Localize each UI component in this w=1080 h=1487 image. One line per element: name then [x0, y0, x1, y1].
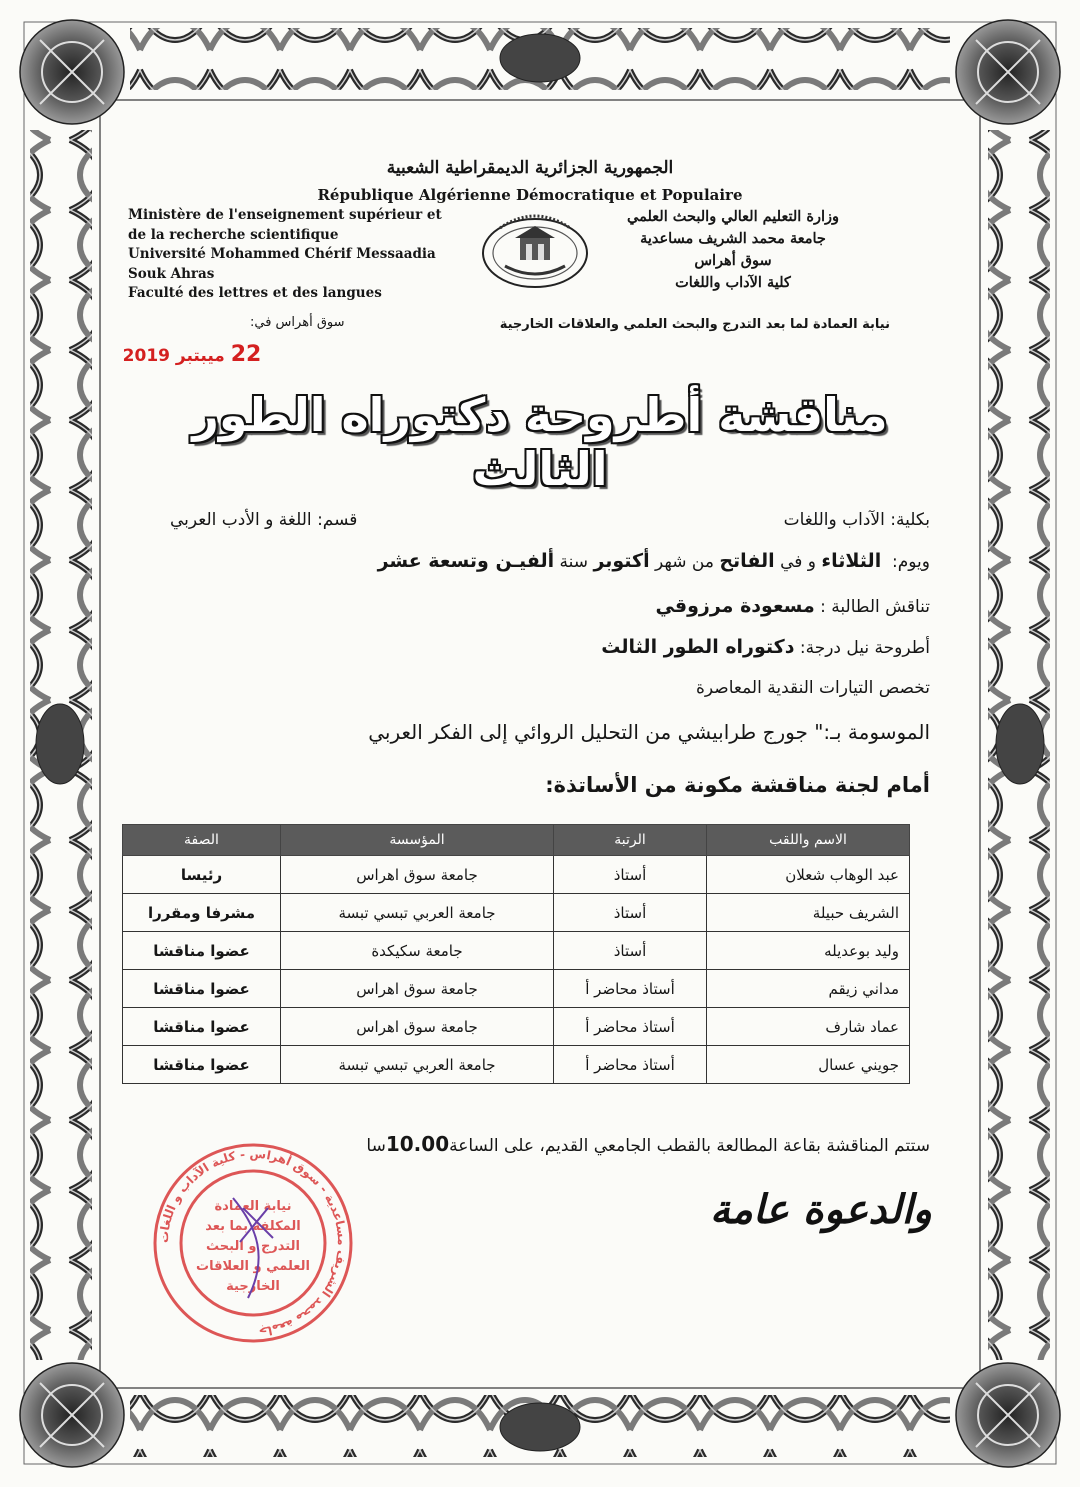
day-and: و في: [780, 552, 816, 572]
member-institution: جامعة العربي تبسي تبسة: [281, 1046, 554, 1084]
member-name: جويني عسال: [707, 1046, 910, 1084]
member-rank: أستاذ: [554, 856, 707, 894]
month-value: أكتوبر: [593, 550, 650, 572]
faculty-value: الآداب واللغات: [783, 510, 885, 530]
republic-french: République Algérienne Démocratique et Populaire: [317, 186, 743, 204]
thesis-title-line: [368, 720, 930, 744]
month-prefix: من شهر: [655, 552, 714, 572]
student-name: مسعودة مرزوقي: [655, 595, 815, 617]
member-name: الشريف حبيلة: [707, 894, 910, 932]
member-rank: أستاذ: [554, 894, 707, 932]
year-prefix: سنة: [559, 552, 589, 572]
department-label: قسم:: [317, 510, 358, 530]
day-label: ويوم:: [892, 552, 930, 572]
page-title: مناقشة أطروحة دكتوراه الطور الثالث: [192, 388, 888, 496]
stamp-center-line: نيابة العمادة: [214, 1199, 292, 1214]
member-rank: أستاذ: [554, 932, 707, 970]
table-row: [123, 894, 910, 932]
city-line: Souk Ahras: [128, 265, 215, 282]
member-role: مشرفا ومقررا: [123, 894, 281, 932]
university-line-ar: جامعة محمد الشريف مساعدية: [640, 230, 826, 247]
member-role: رئيسا: [123, 856, 281, 894]
department-value: اللغة و الأدب العربي: [170, 510, 312, 530]
year-value: ألفيـن وتسعة عشر: [377, 550, 555, 572]
faculty-label: بكلية:: [890, 510, 930, 530]
column-header-rank: الرتبة: [554, 825, 707, 856]
date-month: ميبتبر: [175, 346, 225, 366]
official-stamp-icon: [148, 1138, 358, 1348]
faculty-line-ar: كلية الآداب واللغات: [675, 274, 791, 291]
date-sentence: [378, 550, 930, 572]
ministry-line-1: Ministère de l'enseignement supérieur et: [128, 207, 442, 223]
table-row: [123, 1008, 910, 1046]
header-french-block: [128, 206, 473, 304]
member-rank: أستاذ محاضر أ: [554, 970, 707, 1008]
committee-intro: أمام لجنة مناقشة مكونة من الأساتذة:: [545, 773, 930, 797]
member-institution: جامعة العربي تبسي تبسة: [281, 894, 554, 932]
table-row: [123, 856, 910, 894]
member-role: عضوا مناقشا: [123, 932, 281, 970]
date-year: 2019: [122, 346, 170, 366]
student-line: [655, 595, 930, 617]
specialization-line: تخصص التيارات النقدية المعاصرة: [696, 678, 930, 698]
stamp-center-line: الخارجية: [226, 1279, 280, 1294]
venue-line: [366, 1132, 930, 1156]
venue-time: 10.00: [385, 1132, 450, 1156]
ministry-line-ar: وزارة التعليم العالي والبحث العلمي: [627, 208, 839, 225]
header-arabic-block: [598, 206, 868, 294]
table-row: [123, 970, 910, 1008]
table-row: [123, 1046, 910, 1084]
member-rank: أستاذ محاضر أ: [554, 1046, 707, 1084]
column-header-role: الصفة: [123, 825, 281, 856]
titled-label: الموسومة بـ:": [814, 720, 930, 744]
member-rank: أستاذ محاضر أ: [554, 1008, 707, 1046]
stamp-center-line: التدرج و البحث: [206, 1239, 300, 1254]
degree-line: [601, 636, 930, 658]
committee-table: [122, 824, 910, 1084]
republic-arabic: الجمهورية الجزائرية الديمقراطية الشعبية: [386, 158, 674, 178]
member-role: عضوا مناقشا: [123, 970, 281, 1008]
column-header-institution: المؤسسة: [281, 825, 554, 856]
closing-line: والدعوة عامة: [710, 1186, 932, 1233]
day-date: الفاتح: [719, 550, 775, 572]
stamp-center-line: العلمي و العلاقات: [196, 1259, 310, 1274]
department-line: [170, 510, 357, 530]
member-institution: جامعة سوق اهراس: [281, 1008, 554, 1046]
thesis-title: جورج طرابيشي من التحليل الروائي إلى الفكر العربي: [368, 720, 808, 744]
date-day: 22: [230, 342, 262, 367]
faculty-line: Faculté des lettres et des langues: [128, 285, 382, 301]
table-header-row: [123, 825, 910, 856]
date-stamp: [112, 342, 272, 367]
member-role: عضوا مناقشا: [123, 1046, 281, 1084]
day-value: الثلاثاء: [821, 550, 882, 572]
university-line: Université Mohammed Chérif Messaadia: [128, 246, 436, 262]
venue-text: ستتم المناقشة بقاعة المطالعة بالقطب الجامعي القديم، على الساعة: [449, 1136, 930, 1156]
member-institution: جامعة سكيكدة: [281, 932, 554, 970]
university-logo-icon: [480, 208, 590, 290]
member-institution: جامعة سوق اهراس: [281, 856, 554, 894]
table-row: [123, 932, 910, 970]
degree-label: أطروحة نيل درجة:: [799, 638, 930, 658]
member-institution: جامعة سوق اهراس: [281, 970, 554, 1008]
member-name: وليد بوعديله: [707, 932, 910, 970]
date-label: سوق أهراس في:: [250, 315, 345, 330]
city-line-ar: سوق أهراس: [694, 252, 772, 269]
venue-time-unit: سا: [366, 1136, 386, 1156]
student-label: تناقش الطالبة :: [820, 597, 930, 617]
ministry-line-2: de la recherche scientifique: [128, 226, 339, 243]
degree-value: دكتوراه الطور الثالث: [601, 636, 795, 658]
faculty-line-body: [784, 510, 930, 530]
vice-deanship-line: نيابة العمادة لما بعد التدرج والبحث العلمي والعلاقات الخارجية: [499, 317, 890, 332]
member-name: عماد شارف: [707, 1008, 910, 1046]
column-header-name: الاسم واللقب: [707, 825, 910, 856]
stamp-ring-text: جامعة محمد الشريف مساعدية - سوق أهراس - كلية الآداب و اللغات: [156, 1146, 350, 1339]
member-name: مداني زيقم: [707, 970, 910, 1008]
stamp-center-line: المكلفة بما بعد: [205, 1219, 301, 1234]
member-role: عضوا مناقشا: [123, 1008, 281, 1046]
member-name: عبد الوهاب شعلان: [707, 856, 910, 894]
